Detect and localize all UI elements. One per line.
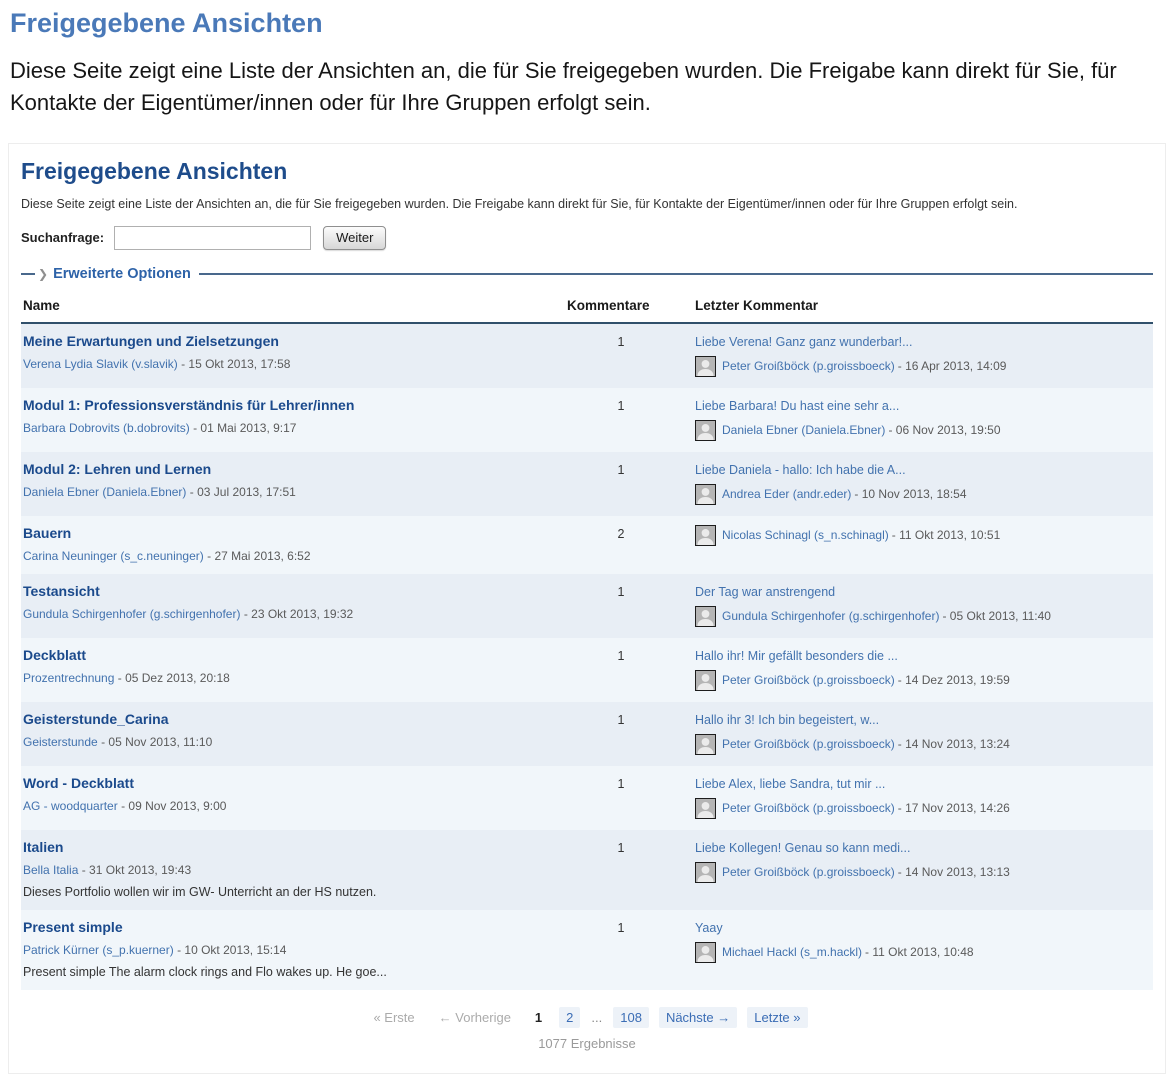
view-author-line <box>23 671 567 685</box>
comment-count: 1 <box>617 712 625 727</box>
table-row <box>21 638 1153 702</box>
view-date: - 31 Okt 2013, 19:43 <box>81 862 192 877</box>
commenter-link[interactable]: Peter Groißböck (p.groissboeck) <box>722 359 895 374</box>
view-author-line <box>23 863 567 877</box>
view-date: - 27 Mai 2013, 6:52 <box>207 548 311 563</box>
view-title-link[interactable]: Modul 2: Lehren und Lernen <box>23 460 212 477</box>
view-author-line <box>23 357 567 371</box>
search-form <box>21 226 1153 250</box>
search-label: Suchanfrage: <box>21 230 105 246</box>
avatar <box>695 420 716 441</box>
panel-description: Diese Seite zeigt eine Liste der Ansichten an, die für Sie freigegeben wurden. Die Freigabe kann direkt für Sie, für Kontakte der Eigentümer/innen oder für Ihre Gruppen erfolgt sein. <box>21 196 1018 211</box>
advanced-options-toggle[interactable] <box>21 266 1153 282</box>
view-author-line <box>23 735 567 749</box>
last-comment-cell <box>695 839 1153 899</box>
table-row <box>21 910 1153 990</box>
table-row <box>21 516 1153 574</box>
comment-date: - 11 Okt 2013, 10:48 <box>865 945 974 960</box>
comment-title-link[interactable]: Liebe Verena! Ganz ganz wunderbar!... <box>695 334 913 349</box>
view-author-line <box>23 421 567 435</box>
comment-title-link[interactable]: Yaay <box>695 920 723 935</box>
advanced-options-label[interactable]: Erweiterte Optionen <box>53 265 191 282</box>
commenter-link[interactable]: Peter Groißböck (p.groissboeck) <box>722 865 895 880</box>
commenter-link[interactable]: Peter Groißböck (p.groissboeck) <box>722 737 895 752</box>
view-description: Dieses Portfolio wollen wir im GW- Unterricht an der HS nutzen. <box>23 884 377 899</box>
view-author-line <box>23 799 567 813</box>
comment-count: 2 <box>617 526 625 541</box>
results-count: 1077 Ergebnisse <box>538 1035 636 1051</box>
view-date: - 23 Okt 2013, 19:32 <box>243 606 354 621</box>
view-date: - 10 Okt 2013, 15:14 <box>177 942 287 957</box>
view-cell <box>21 525 567 563</box>
search-submit-button[interactable]: Weiter <box>323 226 386 250</box>
comment-title-link[interactable]: Hallo ihr! Mir gefällt besonders die ... <box>695 648 898 663</box>
view-cell <box>21 397 567 441</box>
table-row <box>21 452 1153 516</box>
last-comment-cell <box>695 711 1153 755</box>
view-author-line <box>23 549 567 563</box>
legend-line-right <box>199 273 1153 275</box>
comment-date: - 16 Apr 2013, 14:09 <box>897 359 1007 374</box>
column-header-comments: Kommentare <box>567 297 650 313</box>
avatar <box>695 606 716 627</box>
table-row <box>21 702 1153 766</box>
view-owner-link[interactable]: Barbara Dobrovits (b.dobrovits) <box>23 420 190 435</box>
pagination-first: « Erste <box>373 1009 415 1025</box>
comment-count: 1 <box>617 776 625 791</box>
page-title: Freigegebene Ansichten <box>10 8 323 38</box>
page-description: Diese Seite zeigt eine Liste der Ansichten an, die für Sie freigegeben wurden. Die Freigabe kann direkt für Sie, für Kontakte der Eigentümer/innen oder für Ihre Gruppen erfolgt sein. <box>10 58 1117 115</box>
commenter-line <box>695 942 1153 963</box>
comment-date: - 11 Okt 2013, 10:51 <box>891 528 1001 543</box>
view-cell <box>21 775 567 819</box>
comment-count: 1 <box>617 648 625 663</box>
commenter-line <box>695 484 1153 505</box>
view-title-link[interactable]: Modul 1: Professionsverständnis für Lehrer/innen <box>23 396 355 413</box>
last-comment-cell <box>695 919 1153 979</box>
avatar <box>695 670 716 691</box>
comment-count: 1 <box>617 840 625 855</box>
table-header-row <box>21 292 1153 324</box>
last-comment-cell <box>695 647 1153 691</box>
view-cell <box>21 919 567 979</box>
commenter-line <box>695 862 1153 883</box>
comment-count: 1 <box>617 462 625 477</box>
view-title-link[interactable]: Meine Erwartungen und Zielsetzungen <box>23 332 279 349</box>
last-comment-cell <box>695 333 1153 377</box>
search-input[interactable] <box>114 226 311 250</box>
view-description: Present simple The alarm clock rings and Flo wakes up. He goe... <box>23 964 387 979</box>
comment-date: - 06 Nov 2013, 19:50 <box>888 423 1001 438</box>
view-cell <box>21 461 567 505</box>
panel-title: Freigegebene Ansichten <box>21 157 288 184</box>
comment-count: 1 <box>617 398 625 413</box>
view-cell <box>21 583 567 627</box>
commenter-line <box>695 606 1153 627</box>
comment-title-link[interactable]: Der Tag war anstrengend <box>695 584 836 599</box>
view-author-line <box>23 485 567 499</box>
view-owner-link[interactable]: Gundula Schirgenhofer (g.schirgenhofer) <box>23 606 241 621</box>
pagination-last[interactable]: Letzte » <box>747 1007 807 1028</box>
comment-date: - 14 Dez 2013, 19:59 <box>897 673 1010 688</box>
pagination-ellipsis: ... <box>591 1009 603 1025</box>
avatar <box>695 862 716 883</box>
view-title-link[interactable]: Italien <box>23 838 64 855</box>
commenter-line <box>695 798 1153 819</box>
view-owner-link[interactable]: Prozentrechnung <box>23 670 115 685</box>
table-body <box>21 324 1153 990</box>
view-title-link[interactable]: Word - Deckblatt <box>23 774 134 791</box>
avatar <box>695 484 716 505</box>
view-owner-link[interactable]: Geisterstunde <box>23 734 98 749</box>
view-owner-link[interactable]: Daniela Ebner (Daniela.Ebner) <box>23 484 187 499</box>
commenter-line <box>695 670 1153 691</box>
view-title-link[interactable]: Deckblatt <box>23 646 87 663</box>
table-row <box>21 388 1153 452</box>
column-header-last-comment: Letzter Kommentar <box>695 297 819 313</box>
table-row <box>21 830 1153 910</box>
table-row <box>21 766 1153 830</box>
comment-date: - 14 Nov 2013, 13:24 <box>897 737 1010 752</box>
legend-line-left <box>21 273 35 275</box>
commenter-link[interactable]: Peter Groißböck (p.groissboeck) <box>722 801 895 816</box>
commenter-link[interactable]: Michael Hackl (s_m.hackl) <box>722 945 863 960</box>
comment-count: 1 <box>617 584 625 599</box>
view-cell <box>21 839 567 899</box>
view-date: - 09 Nov 2013, 9:00 <box>121 798 227 813</box>
commenter-link[interactable]: Peter Groißböck (p.groissboeck) <box>722 673 895 688</box>
last-comment-cell <box>695 525 1153 563</box>
view-title-link[interactable]: Bauern <box>23 524 72 541</box>
comment-date: - 05 Okt 2013, 11:40 <box>942 609 1051 624</box>
view-date: - 15 Okt 2013, 17:58 <box>181 356 291 371</box>
pagination-previous: ← Vorherige <box>438 1009 511 1025</box>
shared-views-panel <box>8 143 1166 1074</box>
commenter-link[interactable]: Daniela Ebner (Daniela.Ebner) <box>722 423 886 438</box>
comment-count: 1 <box>617 920 625 935</box>
view-cell <box>21 647 567 691</box>
pagination-page-2[interactable]: 2 <box>559 1007 580 1028</box>
comment-title-link[interactable]: Hallo ihr 3! Ich bin begeistert, w... <box>695 712 880 727</box>
comment-date: - 17 Nov 2013, 14:26 <box>897 801 1010 816</box>
view-date: - 05 Dez 2013, 20:18 <box>117 670 230 685</box>
comment-title-link[interactable]: Liebe Alex, liebe Sandra, tut mir ... <box>695 776 886 791</box>
view-cell <box>21 711 567 755</box>
pagination <box>21 1007 1153 1028</box>
view-owner-link[interactable]: Carina Neuninger (s_c.neuninger) <box>23 548 204 563</box>
commenter-line <box>695 420 1153 441</box>
commenter-line <box>695 734 1153 755</box>
page <box>0 8 1169 1074</box>
view-author-line <box>23 607 567 621</box>
commenter-link[interactable]: Andrea Eder (andr.eder) <box>722 487 852 502</box>
chevron-right-icon: ❯ <box>38 266 49 281</box>
view-owner-link[interactable]: Patrick Kürner (s_p.kuerner) <box>23 942 174 957</box>
view-date: - 03 Jul 2013, 17:51 <box>189 484 296 499</box>
comment-count: 1 <box>617 334 625 349</box>
comment-title-link[interactable]: Liebe Daniela - hallo: Ich habe die A... <box>695 462 906 477</box>
comment-title-link[interactable]: Liebe Barbara! Du hast eine sehr a... <box>695 398 900 413</box>
last-comment-cell <box>695 461 1153 505</box>
view-owner-link[interactable]: Bella Italia <box>23 862 79 877</box>
commenter-link[interactable]: Nicolas Schinagl (s_n.schinagl) <box>722 528 889 543</box>
avatar <box>695 356 716 377</box>
table-row <box>21 574 1153 638</box>
comment-date: - 10 Nov 2013, 18:54 <box>854 487 967 502</box>
comment-title-link[interactable]: Liebe Kollegen! Genau so kann medi... <box>695 840 911 855</box>
avatar <box>695 734 716 755</box>
view-date: - 05 Nov 2013, 11:10 <box>101 734 213 749</box>
column-header-name: Name <box>23 297 60 313</box>
commenter-link[interactable]: Gundula Schirgenhofer (g.schirgenhofer) <box>722 609 940 624</box>
pagination-page-1: 1 <box>534 1009 543 1025</box>
view-owner-link[interactable]: Verena Lydia Slavik (v.slavik) <box>23 356 178 371</box>
commenter-line <box>695 356 1153 377</box>
table-row <box>21 324 1153 388</box>
avatar <box>695 942 716 963</box>
pagination-page-108[interactable]: 108 <box>613 1007 649 1028</box>
view-author-line <box>23 943 567 957</box>
view-title-link[interactable]: Geisterstunde_Carina <box>23 710 169 727</box>
pagination-next[interactable]: Nächste → <box>659 1007 737 1028</box>
avatar <box>695 798 716 819</box>
last-comment-cell <box>695 397 1153 441</box>
view-title-link[interactable]: Testansicht <box>23 582 100 599</box>
commenter-line <box>695 525 1153 546</box>
view-owner-link[interactable]: AG - woodquarter <box>23 798 118 813</box>
last-comment-cell <box>695 775 1153 819</box>
view-cell <box>21 333 567 377</box>
comment-date: - 14 Nov 2013, 13:13 <box>897 865 1010 880</box>
shared-views-table <box>21 292 1153 990</box>
last-comment-cell <box>695 583 1153 627</box>
view-title-link[interactable]: Present simple <box>23 918 123 935</box>
avatar <box>695 525 716 546</box>
view-date: - 01 Mai 2013, 9:17 <box>193 420 297 435</box>
